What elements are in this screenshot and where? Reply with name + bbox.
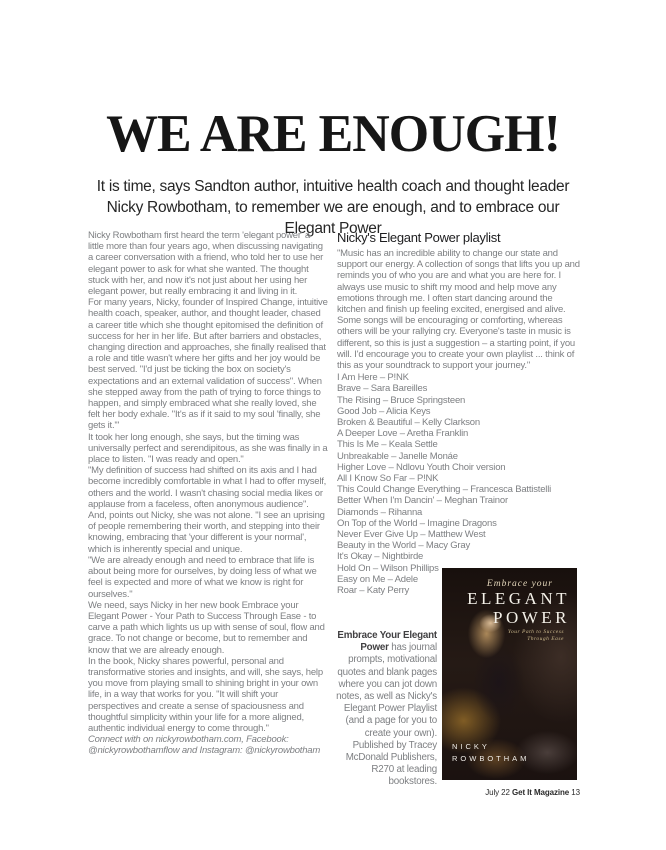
book-cover-pretitle: Embrace your [486, 579, 553, 589]
article-body-column [88, 230, 328, 757]
playlist-song: Better When I'm Dancin' – Meghan Trainor [337, 495, 508, 507]
book-cover-title-line2: POWER [493, 608, 570, 627]
playlist-song: Unbreakable – Janelle Monáe [337, 450, 458, 462]
book-promo-text: has journal prompts, motivational quotes and blank pages where you can jot down notes, as well as Nicky's Elegant Power Playlist (and a page for you to create your own). Published by Tracey McDonald Publishers, R270 at leading bookstores. [336, 642, 437, 788]
playlist-intro: "Music has an incredible ability to change our state and support our energy. A collection of songs that lifts you up and reminds you of who you are and what you are here for. I always use music to shift my mood and help move any emotions through me. I often start dancing around the kitchen and finish up feeling excited, energised and alive. Some songs will be encouraging or comforting, whereas others will be your rallying cry. Everyone's taste in music is different, so this is just a suggestion – a starting point, if you will. I'd encourage you to create your own playlist ... think of this as your soundtrack to support your journey." [337, 248, 580, 372]
book-cover-title-line1: ELEGANT [467, 589, 570, 608]
footer-magazine-name: Get It Magazine [511, 788, 570, 797]
book-cover-image [442, 568, 577, 780]
book-promo-title: Embrace Your Elegant Power [337, 630, 437, 654]
social-connect-line: Connect with on nickyrowbotham.com, Facebook: @nickyrowbothamflow and Instagram: @nickyrowbotham [88, 734, 321, 757]
article-standfirst: It is time, says Sandton author, intuitive health coach and thought leader Nicky Rowbotham, to remember we are enough, and to embrace our Elegant Power [96, 178, 570, 237]
playlist-song: Higher Love – Ndlovu Youth Choir version [337, 461, 506, 473]
playlist-song: Brave – Sara Bareilles [337, 383, 428, 395]
playlist-songs [337, 372, 582, 596]
article-paragraph: In the book, Nicky shares powerful, personal and transformative stories and insights, and will, she says, help you move from playing small to shining bright in your own life, in a way that works for you. "It will shift your perspectives and create a sense of spaciousness and thoughtful simplicity within your life for a more aligned, authentic individual energy to come through." [88, 655, 323, 734]
playlist-song: This Could Change Everything – Francesca Battistelli [337, 484, 552, 496]
article-paragraph: We need, says Nicky in her new book Embrace your Elegant Power - Your Path to Success Through Ease - to carve a path which lights us up with sense of soul, flow and grace. To not change or become, but to remember and know that we are already enough. [88, 599, 325, 656]
article-paragraph: It took her long enough, she says, but the timing was universally perfect and serendipitous, as she was finally in a place to listen. "I was ready and open." [88, 431, 328, 466]
playlist-song: On Top of the World – Imagine Dragons [337, 517, 497, 529]
footer-issue: July 22 [485, 788, 512, 797]
playlist-song: This Is Me – Keala Settle [337, 439, 438, 451]
playlist-song: Broken & Beautiful – Kelly Clarkson [337, 417, 480, 429]
playlist-song: Hold On – Wilson Phillips [337, 562, 439, 574]
article-paragraph: Nicky Rowbotham first heard the term 'elegant power' a little more than four years ago, when discussing navigating a career conversation with a friend, who told her to use her elegant power to ask for what she wanted. The thought stuck with her, and now it's not just about her using her elegant power, but really embracing it and living in it. [88, 230, 324, 298]
book-promo-sidebar [333, 630, 437, 789]
page-title: WE ARE ENOUGH! [106, 105, 560, 163]
book-cover-author: NICKY ROWBOTHAM [452, 742, 530, 763]
playlist-song: Roar – Katy Perry [337, 585, 410, 597]
playlist-song: Diamonds – Rihanna [337, 506, 423, 518]
book-cover-tagline: Your Path to Success Through Ease [507, 629, 564, 642]
article-paragraph: And, points out Nicky, she was not alone. "I see an uprising of people remembering their worth, and stepping into their knowing, embracing that 'your different is your normal', which is inherently special and unique. [88, 510, 325, 555]
article-paragraphs [88, 230, 328, 734]
article-paragraph: "My definition of success had shifted on its axis and I had become incredibly comfortable in what I had to offer myself, others and the world. I wasn't chasing social media likes or applause from a faceless, often anonymous audience". [88, 465, 327, 510]
playlist-song: Never Ever Give Up – Matthew West [337, 529, 486, 541]
playlist-column [337, 230, 582, 596]
playlist-song: All I Know So Far – P!NK [337, 473, 439, 485]
article-paragraph: For many years, Nicky, founder of Inspired Change, intuitive health coach, speaker, author, and thought leader, chased a career title which she thought epitomised the definition of success for her in her life. But after barriers and obstacles, changing direction and approaches, she finally realised that a role and title wasn't where her gifts and her joy would be best served. "I'd just be ticking the box on society's expectations and an external validation of success". When she stepped away from the path of trying to force things to happen, and simply embraced what she really loved, she felt her body exhale. "It's as if it said to my soul 'finally, she gets it.'" [88, 297, 328, 432]
playlist-song: It's Okay – Nightbirde [337, 551, 424, 563]
playlist-song: I Am Here – P!NK [337, 372, 409, 384]
playlist-heading: Nicky's Elegant Power playlist [337, 230, 501, 245]
page-footer [485, 788, 580, 797]
playlist-song: Beauty in the World – Macy Gray [337, 540, 471, 552]
playlist-song: The Rising – Bruce Springsteen [337, 394, 466, 406]
playlist-song: A Deeper Love – Aretha Franklin [337, 428, 469, 440]
playlist-song: Good Job – Alicia Keys [337, 405, 431, 417]
playlist-song: Easy on Me – Adele [337, 573, 418, 585]
book-cover-title-block [442, 579, 570, 643]
article-paragraph: "We are already enough and need to embrace that life is about being more for ourselves, by doing less of what we feel is expected and more of what we know is right for ourselves." [88, 554, 317, 600]
footer-page-number: 13 [569, 788, 580, 797]
